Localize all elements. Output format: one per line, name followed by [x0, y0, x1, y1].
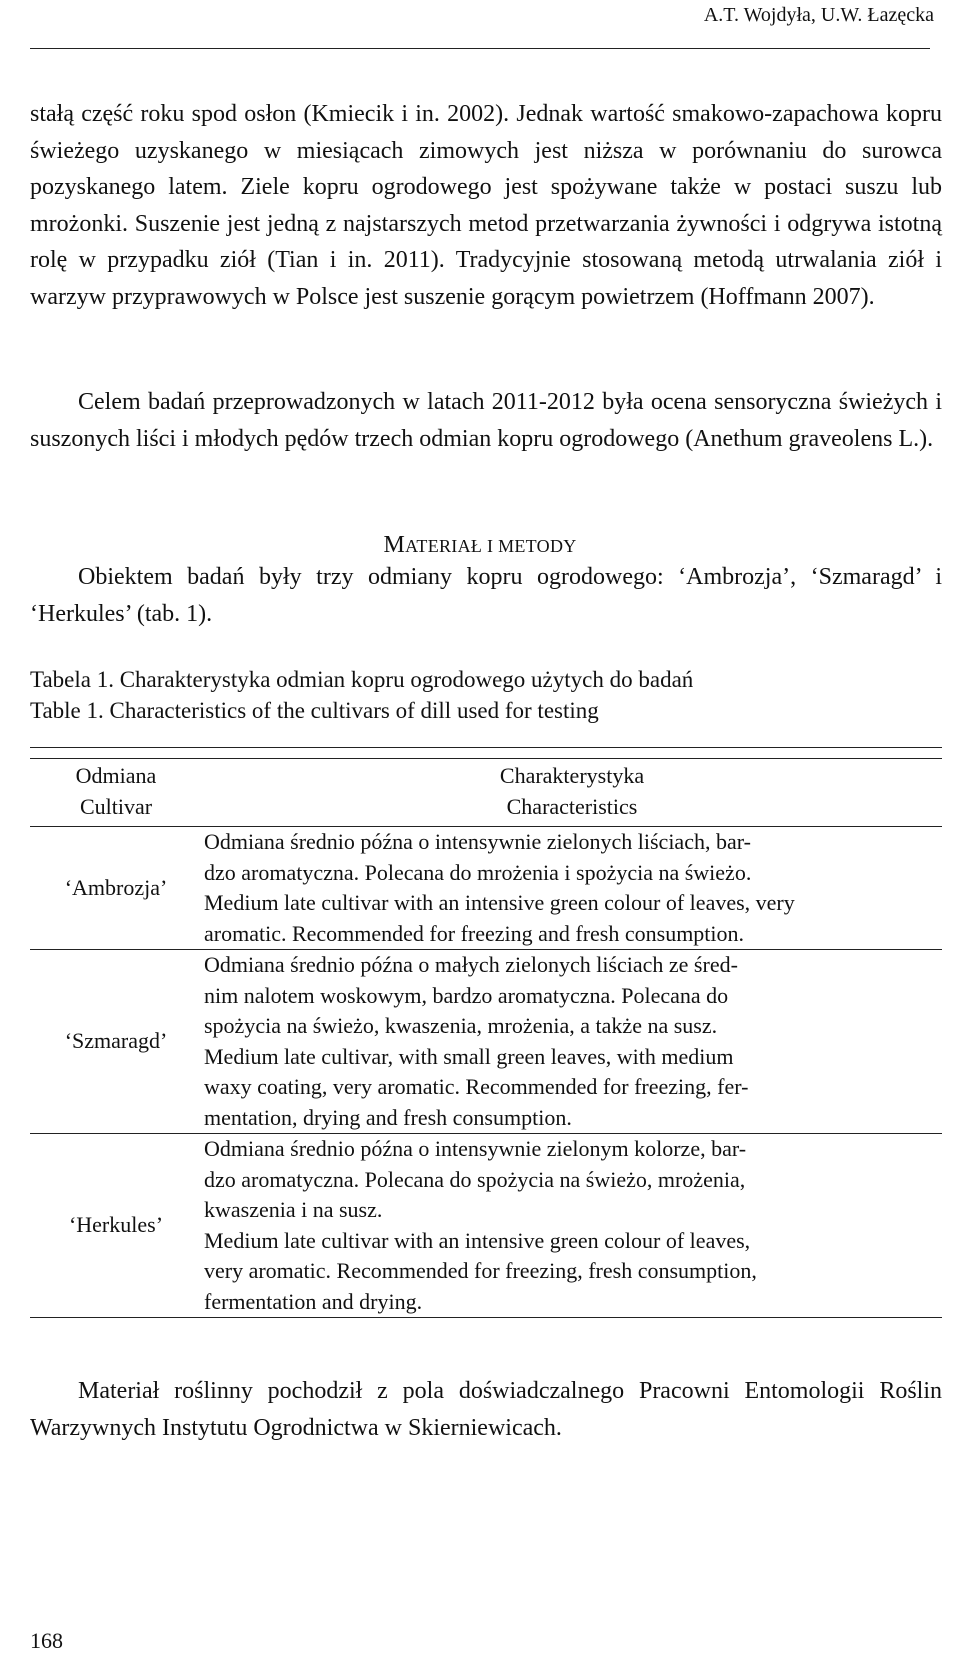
section-title-cap: M [383, 532, 406, 558]
section-title [0, 528, 960, 563]
description-line: aromatic. Recommended for freezing and fresh consumption. [204, 920, 745, 946]
running-head: A.T. Wojdyła, U.W. Łazęcka [703, 4, 934, 26]
header-characteristics [202, 759, 942, 827]
header-characteristics-en: Characteristics [506, 793, 638, 819]
header-rule [30, 48, 930, 49]
description-line: very aromatic. Recommended for freezing, fresh consumption, [204, 1258, 757, 1283]
description-line: Medium late cultivar with an intensive green colour of leaves, very [204, 890, 795, 915]
description-line: nim nalotem woskowym, bardzo aromatyczna. Polecana do [204, 982, 729, 1008]
section-title-smallcaps-1: ATERIAŁ I [405, 536, 499, 556]
description-line: dzo aromatyczna. Polecana do spożycia na świeżo, mrożenia, [204, 1166, 746, 1192]
cultivar-description [202, 1134, 942, 1318]
description-line: dzo aromatyczna. Polecana do mrożenia i spożycia na świeżo. [204, 859, 752, 885]
table-top-rule [30, 747, 942, 748]
description-line: spożycia na świeżo, kwaszenia, mrożenia, a także na susz. [204, 1013, 718, 1038]
description-line: Odmiana średnio późna o małych zielonych liściach ze śred- [204, 952, 738, 977]
table-row [30, 950, 942, 1134]
table-row [30, 1134, 942, 1318]
header-cultivar-en: Cultivar [79, 793, 153, 819]
cultivar-name: ‘Ambrozja’ [30, 827, 202, 950]
cultivar-name: ‘Szmaragd’ [30, 950, 202, 1134]
table-row [30, 827, 942, 950]
table-caption-en: Table 1. Characteristics of the cultivars of dill used for testing [30, 698, 599, 723]
header-characteristics-pl: Charakterystyka [499, 763, 645, 788]
description-line: fermentation and drying. [204, 1288, 423, 1314]
description-line: mentation, drying and fresh consumption. [204, 1104, 572, 1130]
description-line: Odmiana średnio późna o intensywnie zielonym kolorze, bar- [204, 1136, 747, 1161]
section-intro-paragraph: Obiektem badań były trzy odmiany kopru ogrodowego: ‘Ambrozja’, ‘Szmaragd’ i ‘Herkules’ (tab. 1). [30, 564, 942, 627]
closing-paragraph: Materiał roślinny pochodził z pola doświadczalnego Pracowni Entomologii Roślin Warzywnych Instytutu Ogrodnictwa w Skierniewicach. [30, 1378, 942, 1441]
body-paragraph-2: Celem badań przeprowadzonych w latach 2011-2012 była ocena sensoryczna świeżych i suszonych liści i młodych pędów trzech odmian kopru ogrodowego (Anethum graveolens L.). [30, 389, 942, 452]
description-line: Odmiana średnio późna o intensywnie zielonych liściach, bar- [204, 829, 751, 854]
description-line: Medium late cultivar with an intensive green colour of leaves, [204, 1227, 751, 1253]
description-line: kwaszenia i na susz. [204, 1197, 383, 1222]
header-cultivar-pl: Odmiana [75, 763, 157, 788]
cultivar-name: ‘Herkules’ [30, 1134, 202, 1318]
table-header-row [30, 759, 942, 827]
cultivar-table [30, 758, 942, 1318]
table-caption-pl: Tabela 1. Charakterystyka odmian kopru ogrodowego użytych do badań [30, 667, 694, 692]
section-title-smallcaps-2: METODY [498, 536, 577, 556]
page-number: 168 [30, 1628, 63, 1653]
body-paragraph-1: stałą część roku spod osłon (Kmiecik i in. 2002). Jednak wartość smakowo-zapachowa kopru świeżego uzyskanego w miesiącach zimowych jest niższa w porównaniu do surowca pozyskanego latem. Ziele kopru ogrodowego jest spożywane także w postaci suszu lub mrożonki. Suszenie jest jedną z najstarszych metod przetwarzania żywności i odgrywa istotną rolę w przypadku ziół (Tian i in. 2011). Tradycyjnie stosowaną metodą utrwalania ziół i warzyw przyprawowych w Polsce jest suszenie gorącym powietrzem (Hoffmann 2007). [30, 101, 942, 310]
description-line: waxy coating, very aromatic. Recommended for freezing, fer- [204, 1074, 749, 1099]
cultivar-description [202, 950, 942, 1134]
description-line: Medium late cultivar, with small green leaves, with medium [204, 1043, 734, 1069]
header-cultivar [30, 759, 202, 827]
cultivar-description [202, 827, 942, 950]
